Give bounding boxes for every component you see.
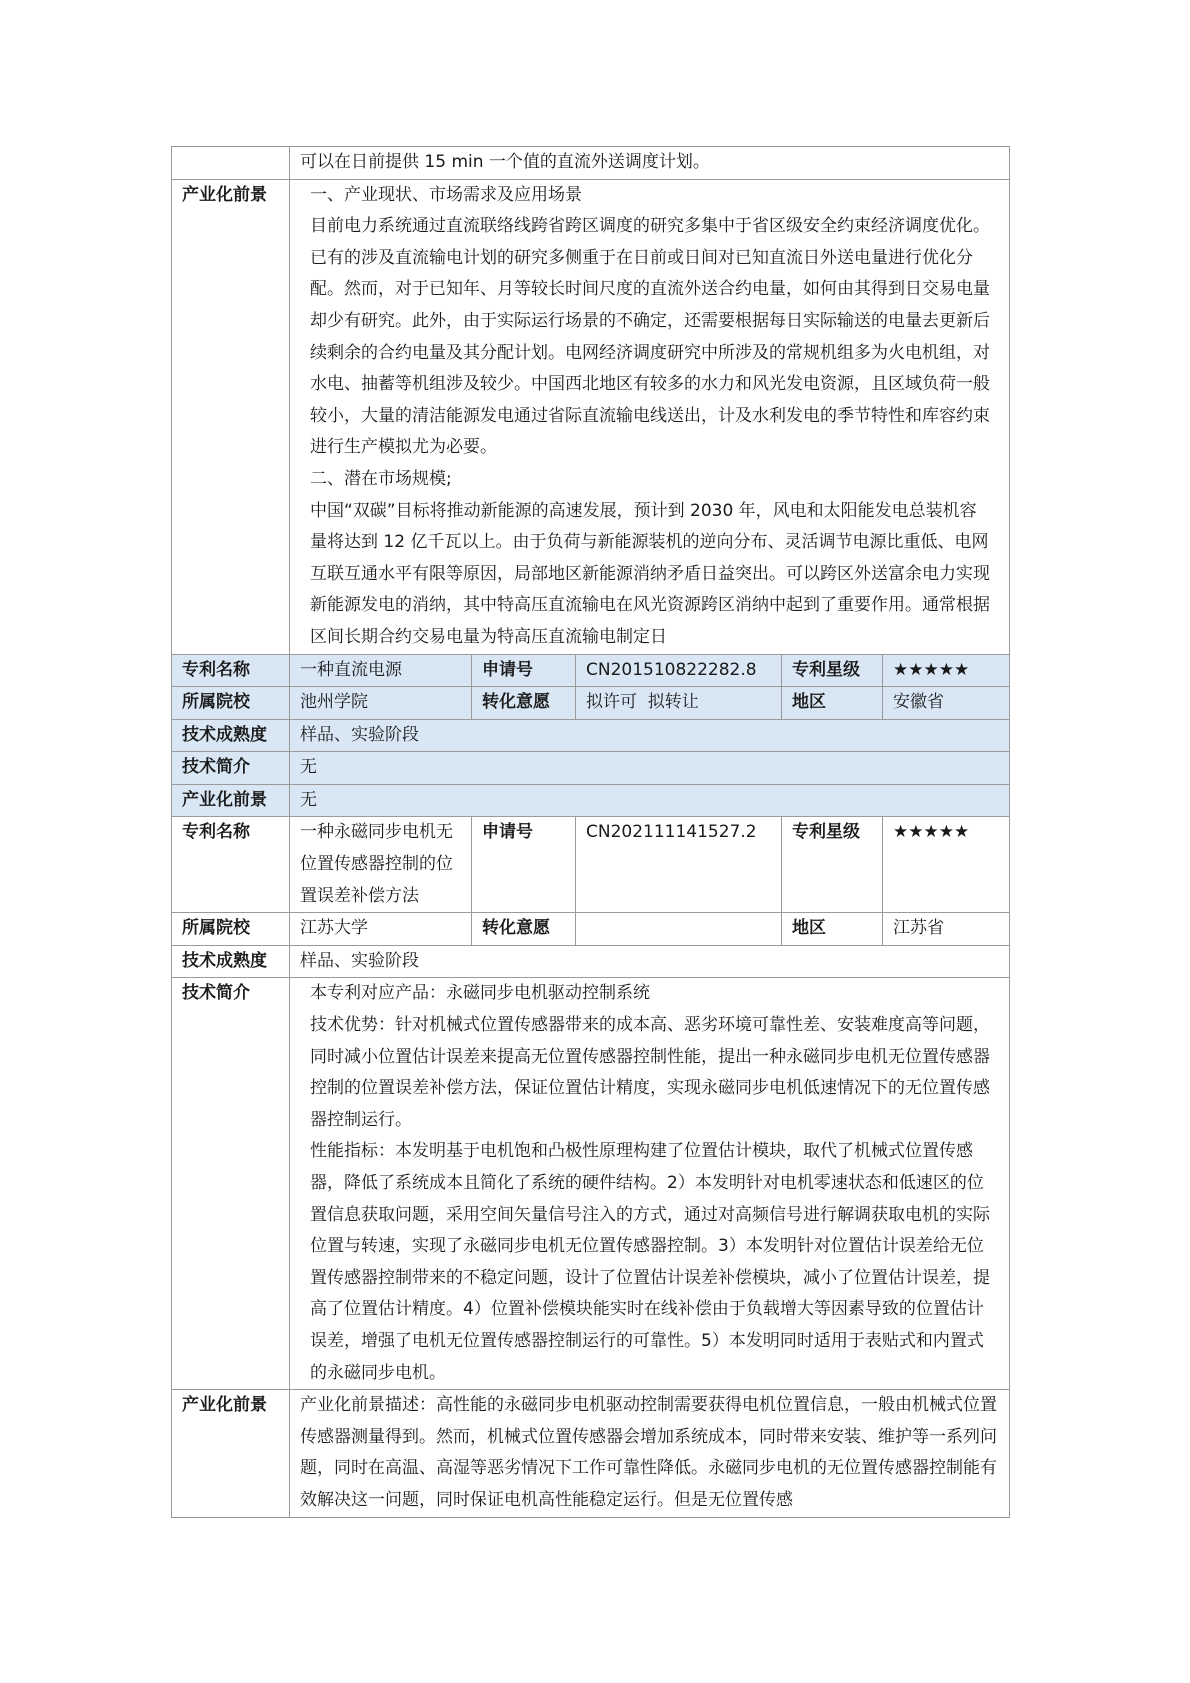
patent2-row-school (172, 913, 1010, 946)
patent-name-label: 专利名称 (172, 654, 290, 687)
stars-label: 专利星级 (782, 817, 883, 913)
prospect-heading-2: 二、潜在市场规模; (310, 468, 452, 489)
prospect-label: 产业化前景 (172, 1390, 290, 1517)
maturity-label: 技术成熟度 (172, 945, 290, 978)
intent-label: 转化意愿 (472, 687, 576, 720)
empty-label-cell (172, 147, 290, 180)
patent1-row-prospect (172, 784, 1010, 817)
app-no-label: 申请号 (472, 654, 576, 687)
maturity-label: 技术成熟度 (172, 719, 290, 752)
patent2-row-name (172, 817, 1010, 913)
patent2-row-prospect (172, 1390, 1010, 1517)
intent-label: 转化意愿 (472, 913, 576, 946)
region-label: 地区 (782, 913, 883, 946)
intro-label: 技术简介 (172, 752, 290, 785)
patent2-row-intro (172, 978, 1010, 1390)
region-value: 安徽省 (883, 687, 1010, 720)
prospect-value: 产业化前景描述：高性能的永磁同步电机驱动控制需要获得电机位置信息，一般由机械式位置传感器测量得到。然而，机械式位置传感器会增加系统成本，同时带来安装、维护等一系列问题，同时在高温、高湿等恶劣情况下工作可靠性降低。永磁同步电机的无位置传感器控制能有效解决这一问题，同时保证电机高性能稳定运行。但是无位置传感 (290, 1390, 1010, 1517)
maturity-value: 样品、实验阶段 (290, 719, 1010, 752)
prospect-paragraph-2: 中国“双碳”目标将推动新能源的高速发展，预计到 2030 年，风电和太阳能发电总装机容量将达到 12 亿千瓦以上。由于负荷与新能源装机的逆向分布、灵活调节电源比重低、电网互联互通水平有限等原因，局部地区新能源消纳矛盾日益突出。可以跨区外送富余电力实现新能源发电的消纳，其中特高压直流输电在风光资源跨区消纳中起到了重要作用。通常根据区间长期合约交易电量为特高压直流输电制定日 (310, 500, 990, 647)
patent-table (171, 146, 1010, 1518)
patent1-row-intro (172, 752, 1010, 785)
intro-value: 无 (290, 752, 1010, 785)
row-continuation (172, 147, 1010, 180)
app-no-label: 申请号 (472, 817, 576, 913)
prospect-value: 无 (290, 784, 1010, 817)
intent-value (576, 913, 782, 946)
intro-line: 可以在日前提供 15 min 一个值的直流外送调度计划。 (290, 147, 1010, 180)
region-label: 地区 (782, 687, 883, 720)
intro-performance: 性能指标：本发明基于电机饱和凸极性原理构建了位置估计模块，取代了机械式位置传感器，降低了系统成本且简化了系统的硬件结构。2）本发明针对电机零速状态和低速区的位置信息获取问题，采用空间矢量信号注入的方式，通过对高频信号进行解调获取电机的实际位置与转速，实现了永磁同步电机无位置传感器控制。3）本发明针对位置估计误差给无位置传感器控制带来的不稳定问题，设计了位置估计误差补偿模块，减小了位置估计误差，提高了位置估计精度。4）位置补偿模块能实时在线补偿由于负载增大等因素导致的位置估计误差，增强了电机无位置传感器控制运行的可靠性。5）本发明同时适用于表贴式和内置式的永磁同步电机。 (310, 1141, 990, 1383)
intent-value: 拟许可 拟转让 (576, 687, 782, 720)
patent2-row-maturity (172, 945, 1010, 978)
prospect-label: 产业化前景 (172, 179, 290, 654)
prospect-heading-1: 一、产业现状、市场需求及应用场景 (310, 184, 582, 205)
school-value: 江苏大学 (290, 913, 472, 946)
prospect-paragraph-1: 目前电力系统通过直流联络线跨省跨区调度的研究多集中于省区级安全约束经济调度优化。已有的涉及直流输电计划的研究多侧重于在日前或日间对已知直流日外送电量进行优化分配。然而，对于已知年、月等较长时间尺度的直流外送合约电量，如何由其得到日交易电量却少有研究。此外，由于实际运行场景的不确定，还需要根据每日实际输送的电量去更新后续剩余的合约电量及其分配计划。电网经济调度研究中所涉及的常规机组多为火电机组，对水电、抽蓄等机组涉及较少。中国西北地区有较多的水力和风光发电资源，且区域负荷一般较小，大量的清洁能源发电通过省际直流输电线送出，计及水利发电的季节特性和库容约束进行生产模拟尤为必要。 (310, 216, 990, 458)
row-prospect-1 (172, 179, 1010, 654)
prospect-content (290, 179, 1010, 654)
school-value: 池州学院 (290, 687, 472, 720)
patent-name-value: 一种直流电源 (290, 654, 472, 687)
intro-advantage: 技术优势：针对机械式位置传感器带来的成本高、恶劣环境可靠性差、安装难度高等问题，同时减小位置估计误差来提高无位置传感器控制性能，提出一种永磁同步电机无位置传感器控制的位置误差补偿方法，保证位置估计精度，实现永磁同步电机低速情况下的无位置传感器控制运行。 (310, 1015, 990, 1130)
school-label: 所属院校 (172, 913, 290, 946)
patent-name-value: 一种永磁同步电机无位置传感器控制的位置误差补偿方法 (290, 817, 472, 913)
app-no-value: CN201510822282.8 (576, 654, 782, 687)
stars-value: ★★★★★ (883, 654, 1010, 687)
prospect-label: 产业化前景 (172, 784, 290, 817)
intro-content (290, 978, 1010, 1390)
patent1-row-school (172, 687, 1010, 720)
school-label: 所属院校 (172, 687, 290, 720)
patent1-row-maturity (172, 719, 1010, 752)
intro-label: 技术简介 (172, 978, 290, 1390)
maturity-value: 样品、实验阶段 (290, 945, 1010, 978)
region-value: 江苏省 (883, 913, 1010, 946)
stars-value: ★★★★★ (883, 817, 1010, 913)
patent1-row-name (172, 654, 1010, 687)
intro-product: 本专利对应产品：永磁同步电机驱动控制系统 (310, 983, 650, 1004)
stars-label: 专利星级 (782, 654, 883, 687)
patent-name-label: 专利名称 (172, 817, 290, 913)
app-no-value: CN202111141527.2 (576, 817, 782, 913)
